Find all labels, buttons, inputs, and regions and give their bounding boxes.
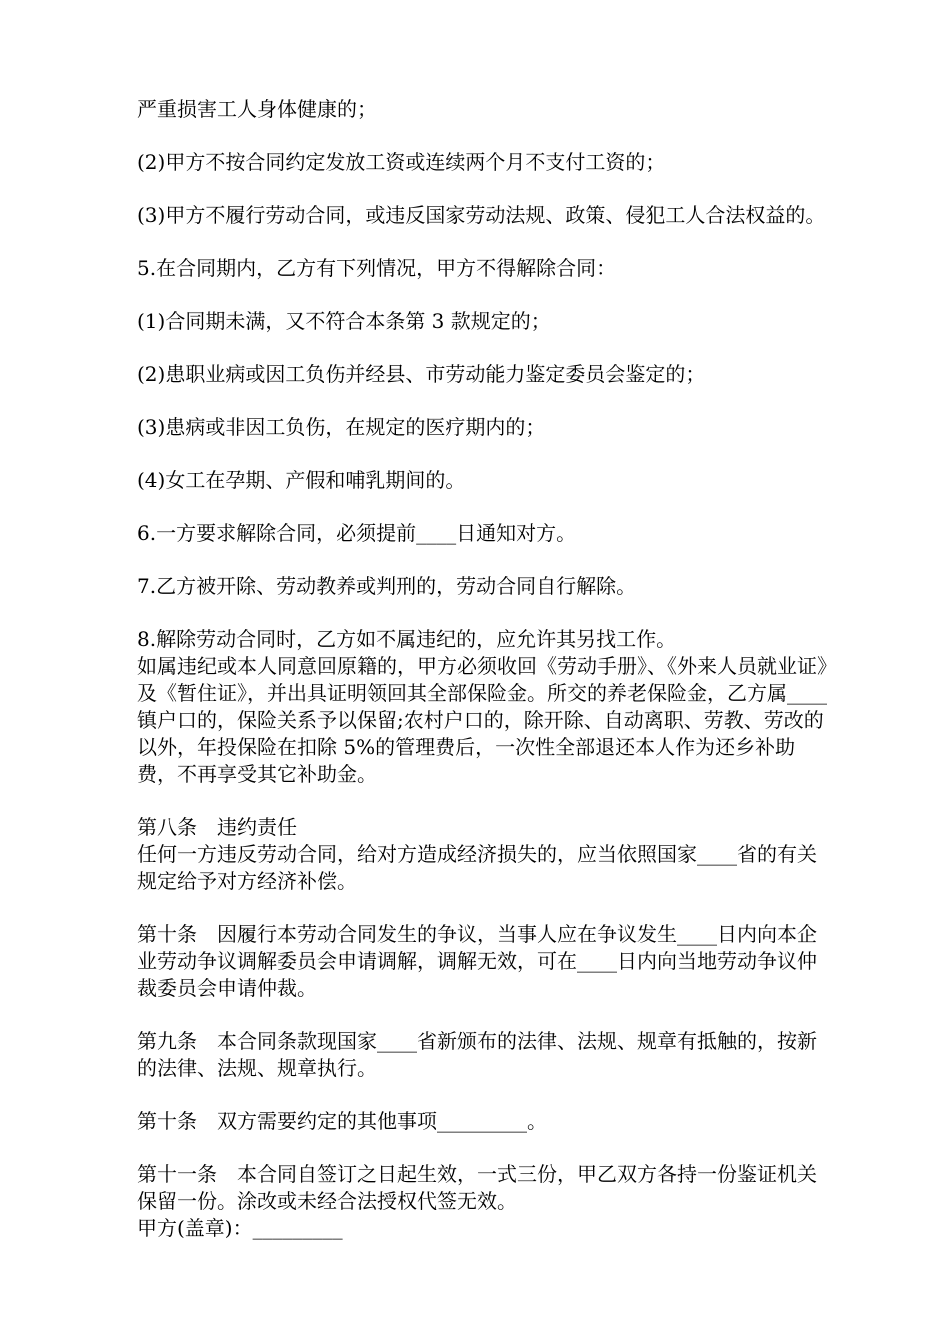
paragraph-5-2: (2)患职业病或因工负伤并经县、市劳动能力鉴定委员会鉴定的； [137,362,706,386]
paragraph-article-9: 第九条 本合同条款现国家____省新颁布的法律、法规、规章有抵触的，按新的法律、法规、规章执行。 [137,1029,817,1080]
paragraph-5-1: (1)合同期未满，又不符合本条第 3 款规定的； [137,309,551,333]
paragraph-item-6: 6.一方要求解除合同，必须提前____日通知对方。 [137,521,577,545]
paragraph-wage-unpaid: (2)甲方不按合同约定发放工资或连续两个月不支付工资的； [137,150,666,174]
document-body [137,96,827,1242]
paragraph-article-8: 第八条 违约责任 任何一方违反劳动合同，给对方造成经济损失的，应当依照国家____省的有关规定给予对方经济补偿。 [137,815,817,893]
paragraph-item-7: 7.乙方被开除、劳动教养或判刑的，劳动合同自行解除。 [137,574,637,598]
paragraph-article-11: 第十一条 本合同自签订之日起生效，一式三份，甲乙双方各持一份鉴证机关保留一份。涂改或未经合法授权代签无效。 甲方(盖章)：_________ [137,1162,817,1240]
paragraph-5-3: (3)患病或非因工负伤，在规定的医疗期内的； [137,415,546,439]
paragraph-item-8: 8.解除劳动合同时，乙方如不属违纪的，应允许其另找工作。 如属违纪或本人同意回原籍的，甲方必须收回《劳动手册》、《外来人员就业证》及《暂住证》，并出具证明领回其全部保险金。所交的养老保险金，乙方属____镇户口的，保险关系予以保留;农村户口的，除开除、自动离职、劳教、劳改的以外，年投保险在扣除 5%的管理费后，一次性全部退还本人作为还乡补助费，不再享受其它补助金。 [137,627,827,786]
paragraph-article-10-other: 第十条 双方需要约定的其他事项_________。 [137,1109,547,1133]
paragraph-contract-breach: (3)甲方不履行劳动合同，或违反国家劳动法规、政策、侵犯工人合法权益的。 [137,203,826,227]
paragraph-item-5: 5.在合同期内，乙方有下列情况，甲方不得解除合同： [137,256,617,280]
paragraph-5-4: (4)女工在孕期、产假和哺乳期间的。 [137,468,466,492]
paragraph-article-10-dispute: 第十条 因履行本劳动合同发生的争议，当事人应在争议发生____日内向本企业劳动争议调解委员会申请调解，调解无效，可在____日内向当地劳动争议仲裁委员会申请仲裁。 [137,922,817,1000]
paragraph-health-damage: 严重损害工人身体健康的； [137,97,377,121]
